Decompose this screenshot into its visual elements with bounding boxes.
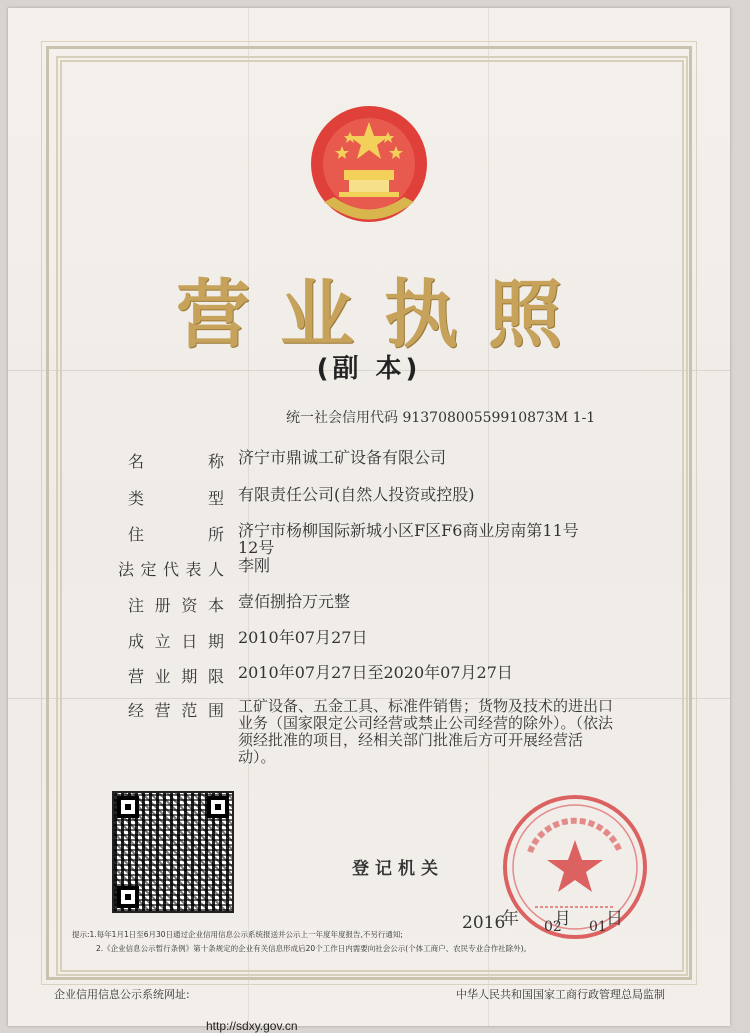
official-seal-icon — [500, 792, 650, 942]
field-label: 营业期限 — [128, 667, 224, 686]
credit-code: 统一社会信用代码 91370800559910873M 1-1 — [286, 410, 596, 426]
field-value: 李刚 — [238, 556, 271, 575]
field-label: 住 所 — [128, 525, 224, 544]
website-url: http://sdxy.gov.cn — [206, 1019, 298, 1033]
registration-authority: 登记机关 — [352, 859, 444, 879]
date-year-label: 年 — [502, 909, 519, 929]
field-label: 类 型 — [128, 489, 224, 508]
field-label: 注册资本 — [128, 596, 224, 615]
date-year: 2016 — [462, 913, 506, 933]
field-label: 经营范围 — [128, 701, 224, 720]
license-document — [8, 8, 730, 1026]
date-day: 01 — [589, 919, 607, 935]
field-value: 工矿设备、五金工具、标准件销售；货物及技术的进出口业务（国家限定公司经营或禁止公司经营的除外）。（依法须经批准的项目，经相关部门批准后方可开展经营活动）。 — [238, 697, 614, 766]
document-title: 营业执照 — [176, 272, 592, 358]
qr-finder — [117, 796, 139, 818]
note-line: 2.《企业信息公示暂行条例》第十条规定的企业有关信息形成后20个工作日内需要向社会公示(个体工商户、农民专业合作社除外)。 — [96, 944, 532, 953]
qr-code — [112, 791, 234, 913]
qr-finder — [117, 886, 139, 908]
field-value: 2010年07月27日 — [238, 628, 368, 647]
field-label: 名 称 — [128, 452, 224, 471]
note-line: 提示:1.每年1月1日至6月30日通过企业信用信息公示系统报送并公示上一年度年度报告,不另行通知; — [72, 930, 403, 939]
date-day-label: 日 — [606, 909, 623, 929]
field-value: 济宁市鼎诚工矿设备有限公司 — [238, 448, 447, 467]
date-month-label: 月 — [554, 909, 571, 929]
date-month: 02 — [544, 919, 562, 935]
field-value: 壹佰捌拾万元整 — [238, 592, 351, 611]
field-value: 2010年07月27日至2020年07月27日 — [238, 663, 513, 682]
national-emblem-icon — [304, 102, 434, 232]
field-value: 济宁市杨柳国际新城小区F区F6商业房南第11号12号 — [238, 521, 579, 557]
footer-issuer: 中华人民共和国国家工商行政管理总局监制 — [456, 988, 665, 1001]
qr-finder — [207, 796, 229, 818]
field-label: 法定代表人 — [118, 560, 224, 579]
notes — [72, 928, 672, 956]
footer-website-label: 企业信用信息公示系统网址: — [54, 988, 190, 1001]
document-subtitle: (副 本) — [316, 354, 422, 384]
field-label: 成立日期 — [128, 632, 224, 651]
field-value: 有限责任公司(自然人投资或控股) — [238, 485, 475, 504]
